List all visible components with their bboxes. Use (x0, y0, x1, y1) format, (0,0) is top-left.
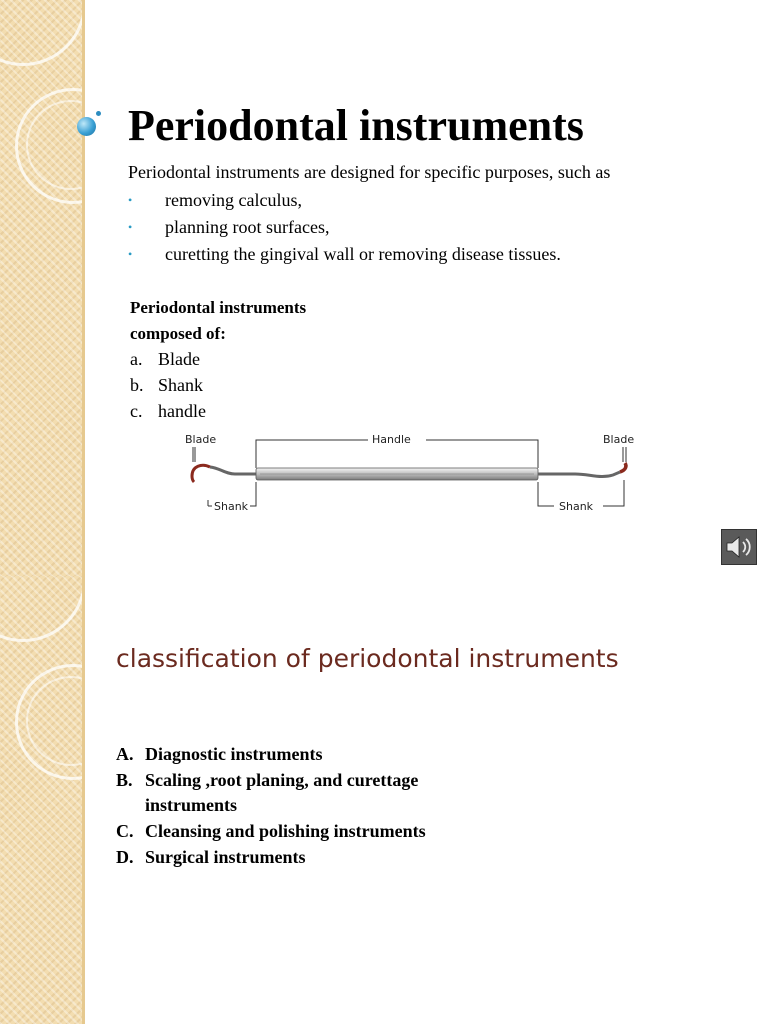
blade-right-tick (623, 447, 626, 462)
list-item: b. Shank (130, 375, 203, 395)
bullet-icon: • (128, 193, 133, 207)
list-item: c. handle (130, 401, 206, 421)
list-item: A. Diagnostic instruments (116, 744, 323, 764)
label-shank-left: Shank (214, 500, 249, 513)
label-blade-right: Blade (603, 433, 635, 446)
speaker-icon-glyph (722, 530, 756, 564)
speaker-icon[interactable] (721, 529, 757, 565)
intro-text: Periodontal instruments are designed for specific purposes, such as (128, 162, 611, 182)
blue-bead-icon (77, 117, 96, 136)
instrument-diagram (180, 430, 650, 520)
classification-list (116, 742, 476, 871)
blue-dot-icon (96, 111, 101, 116)
bullet-icon: • (128, 220, 133, 234)
list-item: • removing calculus, (128, 187, 561, 214)
list-item: a. Blade (130, 349, 200, 369)
parts-list (130, 346, 206, 424)
list-item: B. Scaling ,root planing, and curettage instruments (116, 770, 419, 815)
bullet-icon: • (128, 247, 133, 261)
composed-heading: Periodontal instruments composed of: (130, 298, 307, 343)
list-item: • planning root surfaces, (128, 214, 561, 241)
classification-title: classification of periodontal instruments (116, 644, 619, 673)
list-item: C. Cleansing and polishing instruments (116, 821, 426, 841)
purpose-list (128, 187, 561, 268)
slide-title: Periodontal instruments (128, 101, 584, 150)
shank-right (538, 472, 620, 477)
blade-left (192, 465, 210, 482)
label-blade-left: Blade (185, 433, 217, 446)
decorative-ring (0, 0, 85, 66)
label-shank-right: Shank (559, 500, 594, 513)
decorative-strip-top (0, 0, 85, 576)
strip-edge (82, 0, 85, 576)
list-item: D. Surgical instruments (116, 847, 306, 867)
label-handle: Handle (372, 433, 411, 446)
strip-edge (82, 576, 85, 1024)
decorative-ring (0, 576, 85, 642)
shank-left (210, 467, 256, 474)
blade-right (620, 463, 626, 472)
decorative-strip-bottom (0, 576, 85, 1024)
blade-left-tick (193, 447, 195, 462)
list-item: • curetting the gingival wall or removing disease tissues. (128, 241, 561, 268)
